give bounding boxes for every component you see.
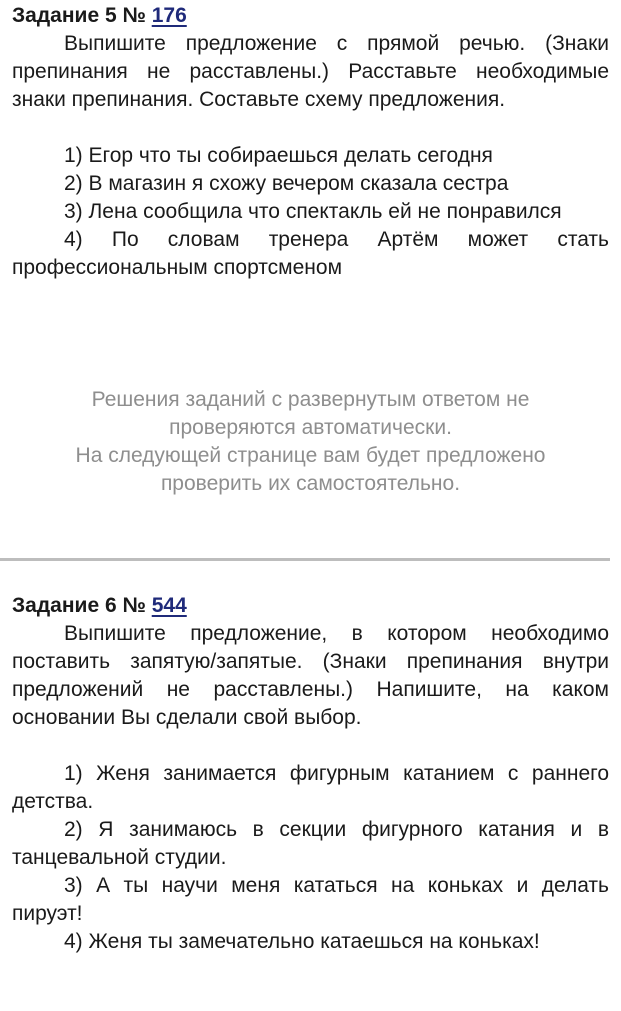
task-5-item-3: 3) Лена сообщила что спектакль ей не понравился xyxy=(64,200,562,223)
task-6-number-link[interactable]: 544 xyxy=(151,594,187,617)
task-6-item-1: 1) Женя занимается фигурным катанием с раннего детства. xyxy=(12,762,609,813)
task-5-item-2: 2) В магазин я схожу вечером сказала сестра xyxy=(64,172,509,195)
auto-check-note-line-2: На следующей странице вам будет предложено проверить их самостоятельно. xyxy=(75,444,546,495)
task-5-instruction: Выпишите предложение с прямой речью. (Знаки препинания не расставлены.) Расставьте необходимые знаки препинания. Составьте схему предложения. xyxy=(12,32,609,111)
task-5-number-link[interactable]: 176 xyxy=(151,4,187,27)
task-5-header xyxy=(12,2,609,30)
task-6-instruction: Выпишите предложение, в котором необходимо поставить запятую/запятые. (Знаки препинания внутри предложений не расставлены.) Напишите, на каком основании Вы сделали свой выбор. xyxy=(12,622,609,729)
task-6-header xyxy=(12,592,609,620)
task-5-label: Задание 5 № xyxy=(12,4,146,27)
task-6-label: Задание 6 № xyxy=(12,594,146,617)
section-divider xyxy=(0,558,610,561)
task-6 xyxy=(0,592,621,956)
task-5 xyxy=(0,2,621,282)
task-5-item-4: 4) По словам тренера Артём может стать профессиональным спортсменом xyxy=(12,228,609,279)
task-6-item-3: 3) А ты научи меня кататься на коньках и делать пируэт! xyxy=(12,874,609,925)
auto-check-note xyxy=(0,386,621,498)
task-6-item-2: 2) Я занимаюсь в секции фигурного катания и в танцевальной студии. xyxy=(12,818,609,869)
auto-check-note-line-1: Решения заданий с развернутым ответом не проверяются автоматически. xyxy=(91,388,530,439)
task-5-item-1: 1) Егор что ты собираешься делать сегодня xyxy=(64,144,493,167)
task-6-item-4: 4) Женя ты замечательно катаешься на коньках! xyxy=(64,930,540,953)
